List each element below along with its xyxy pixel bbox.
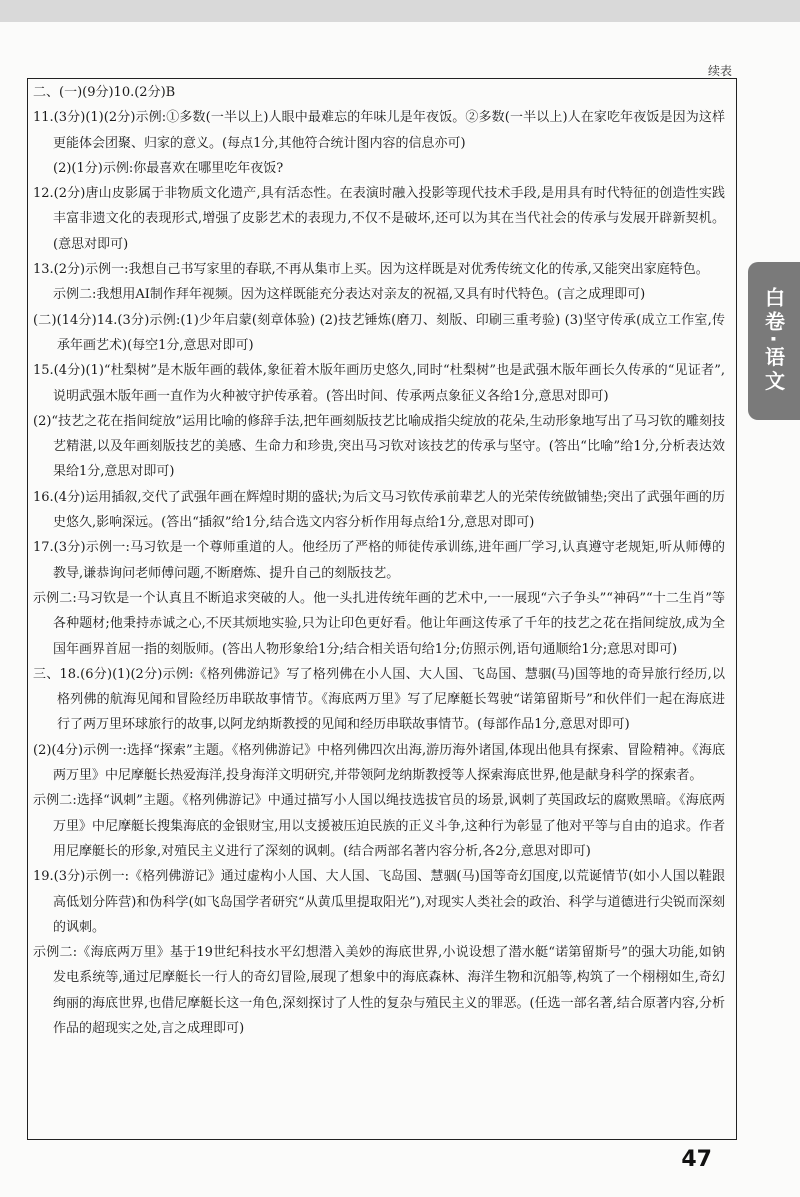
answer-paragraph: (二)(14分)14.(3分)示例:(1)少年启蒙(刻章体验) (2)技艺锤炼(磨刀、刻版、印刷三重考验) (3)坚守传承(成立工作室,传承年画艺术)(每空1分,意思对即可) (33, 312, 725, 353)
answer-paragraph: 示例二:《海底两万里》基于19世纪科技水平幻想潜入美妙的海底世界,小说设想了潜水艇“诺第留斯号”的强大功能,如钠发电系统等,通过尼摩艇长一行人的奇幻冒险,展现了想象中的海底森林、海洋生物和沉船等,构筑了一个栩栩如生,奇幻绚丽的海底世界,也借尼摩艇长这一角色,深刻探讨了人性的复杂与殖民主义的罪恶。(任选一部名著,结合原著内容,分析作品的超现实之处,言之成理即可) (33, 945, 725, 1036)
answer-paragraph: 15.(4分)(1)“杜梨树”是木版年画的载体,象征着木版年画历史悠久,同时“杜梨树”也是武强木版年画长久传承的“见证者”,说明武强木版年画一直作为火种被守护传承着。(答出时间、传承两点象征义各给1分,意思对即可) (33, 363, 725, 404)
answer-content (33, 80, 725, 1041)
continued-label: 续表 (707, 64, 732, 78)
answer-paragraph: 示例二:我想用AI制作拜年视频。因为这样既能充分表达对亲友的祝福,又具有时代特色。(言之成理即可) (53, 287, 646, 303)
answer-paragraph: 二、(一)(9分)10.(2分)B (33, 85, 176, 100)
top-margin-band (0, 0, 800, 22)
answer-paragraph: 17.(3分)示例一:马习钦是一个尊师重道的人。他经历了严格的师徒传承训练,进年画厂学习,认真遵守老规矩,听从师傅的教导,谦恭询问老师傅问题,不断磨炼、提升自己的刻版技艺。 (33, 540, 725, 581)
answer-paragraph: 13.(2分)示例一:我想自己书写家里的春联,不再从集市上买。因为这样既是对优秀传统文化的传承,又能突出家庭特色。 (33, 262, 709, 278)
answer-paragraph: (2)(1分)示例:你最喜欢在哪里吃年夜饭? (53, 160, 284, 176)
answer-paragraph: 16.(4分)运用插叙,交代了武强年画在辉煌时期的盛状;为后文马习钦传承前辈艺人的光荣传统做铺垫;突出了武强年画的历史悠久,影响深远。(答出“插叙”给1分,结合选文内容分析作用每点给1分,意思对即可) (33, 489, 725, 531)
side-tab-label: 白卷·语文 (761, 287, 786, 395)
answer-paragraph: 示例二:马习钦是一个认真且不断追求突破的人。他一头扎进传统年画的艺术中,一一展现“六子争头”“神码”“十二生肖”等各种题材;他秉持赤诚之心,不厌其烦地实验,只为让印色更好看。他让年画这传承了千年的技艺之花在指间绽放,成为全国年画界首屈一指的刻版师。(答出人物形象给1分;结合相关语句给1分;仿照示例,语句通顺给1分;意思对即可) (33, 590, 725, 657)
subject-side-tab (748, 262, 800, 420)
answer-paragraph: 三、18.(6分)(1)(2分)示例:《格列佛游记》写了格列佛在小人国、大人国、飞岛国、慧骃(马)国等地的奇异旅行经历,以格列佛的航海见闻和冒险经历串联故事情节。《海底两万里》写了尼摩艇长驾驶“诺第留斯号”和伙伴们一起在海底进行了两万里环球旅行的故事,以阿龙纳斯教授的见闻和经历串联故事情节。(每部作品1分,意思对即可) (33, 666, 725, 733)
answer-paragraph: 示例二:选择“讽刺”主题。《格列佛游记》中通过描写小人国以绳技选拔官员的场景,讽刺了英国政坛的腐败黑暗。《海底两万里》中尼摩艇长搜集海底的金银财宝,用以支援被压迫民族的正义斗争,这种行为彰显了他对平等与自由的追求。作者用尼摩艇长的形象,对殖民主义进行了深刻的讽刺。(结合两部名著内容分析,各2分,意思对即可) (33, 793, 725, 859)
answer-paragraph: 19.(3分)示例一:《格列佛游记》通过虚构小人国、大人国、飞岛国、慧骃(马)国等奇幻国度,以荒诞情节(如小人国以鞋跟高低划分阵营)和伪科学(如飞岛国学者研究“从黄瓜里提取阳光”),对现实人类社会的政治、科学与道德进行尖锐而深刻的讽刺。 (33, 869, 725, 935)
answer-paragraph: 11.(3分)(1)(2分)示例:①多数(一半以上)人眼中最难忘的年味儿是年夜饭。②多数(一半以上)人在家吃年夜饭是因为这样更能体会团聚、归家的意义。(每点1分,其他符合统计图内容的信息亦可) (33, 110, 725, 151)
answer-paragraph: (2)“技艺之花在指间绽放”运用比喻的修辞手法,把年画刻版技艺比喻成指尖绽放的花朵,生动形象地写出了马习钦的雕刻技艺精湛,以及年画刻版技艺的美感、生命力和珍贵,突出马习钦对该技艺的传承与坚守。(答出“比喻”给1分,分析表达效果给1分,意思对即可) (33, 413, 725, 480)
answer-paragraph: 12.(2分)唐山皮影属于非物质文化遗产,具有活态性。在表演时融入投影等现代技术手段,是用具有时代特征的创造性实践丰富非遗文化的表现形式,增强了皮影艺术的表现力,不仅不是破坏,还可以为其在当代社会的传承与发展开辟新契机。(意思对即可) (33, 186, 725, 252)
page-number: 47 (681, 1147, 712, 1172)
answer-paragraph: (2)(4分)示例一:选择“探索”主题。《格列佛游记》中格列佛四次出海,游历海外诸国,体现出他具有探索、冒险精神。《海底两万里》中尼摩艇长热爱海洋,投身海洋文明研究,并带领阿龙纳斯教授等人探索海底世界,他是献身科学的探索者。 (33, 742, 725, 784)
